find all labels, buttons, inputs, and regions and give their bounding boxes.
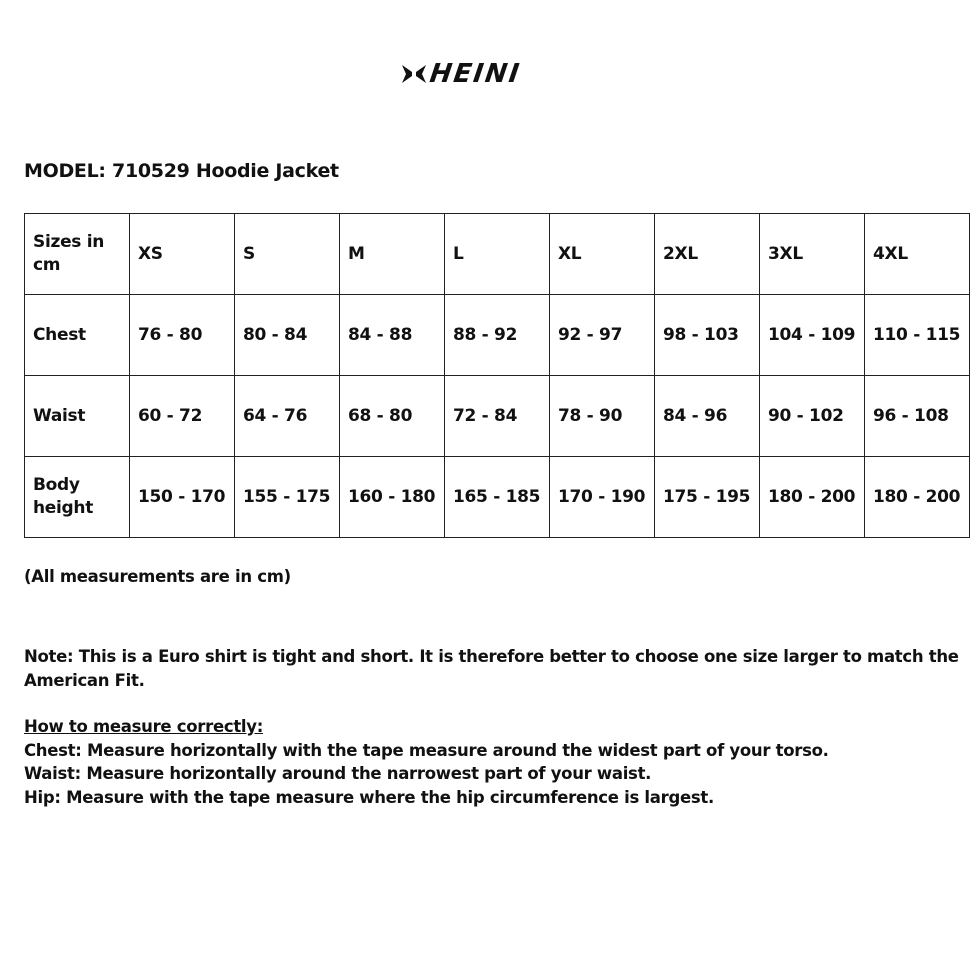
size-chart-table (24, 213, 970, 538)
table-cell: 88 - 92 (445, 295, 550, 376)
table-cell: 98 - 103 (655, 295, 760, 376)
table-row (25, 376, 970, 457)
table-cell: 60 - 72 (130, 376, 235, 457)
table-cell: 160 - 180 (340, 457, 445, 538)
table-header-cell: 2XL (655, 214, 760, 295)
table-header-cell: Sizes in cm (25, 214, 130, 295)
how-to-measure-section (24, 715, 964, 809)
table-cell: 90 - 102 (760, 376, 865, 457)
table-cell: 78 - 90 (550, 376, 655, 457)
table-cell: 170 - 190 (550, 457, 655, 538)
table-cell: 92 - 97 (550, 295, 655, 376)
measure-instruction-chest: Chest: Measure horizontally with the tape measure around the widest part of your torso. (24, 740, 829, 760)
table-cell: Waist (25, 376, 130, 457)
measure-instruction-waist: Waist: Measure horizontally around the narrowest part of your waist. (24, 764, 652, 783)
table-header-cell: 3XL (760, 214, 865, 295)
table-cell: 76 - 80 (130, 295, 235, 376)
table-cell: 84 - 96 (655, 376, 760, 457)
model-title: MODEL: 710529 Hoodie Jacket (24, 160, 339, 182)
brand-name: HEINI (427, 59, 523, 89)
table-cell: 72 - 84 (445, 376, 550, 457)
table-cell: 110 - 115 (865, 295, 970, 376)
table-cell: 68 - 80 (340, 376, 445, 457)
table-cell: 84 - 88 (340, 295, 445, 376)
table-header-cell: S (235, 214, 340, 295)
table-cell: Body height (25, 457, 130, 538)
table-cell: 104 - 109 (760, 295, 865, 376)
table-cell: 64 - 76 (235, 376, 340, 457)
table-cell: 155 - 175 (235, 457, 340, 538)
table-cell: 180 - 200 (865, 457, 970, 538)
table-row (25, 295, 970, 376)
table-cell: 80 - 84 (235, 295, 340, 376)
brand-logo (402, 58, 521, 90)
how-to-measure-title: How to measure correctly: (24, 717, 264, 736)
table-cell: 165 - 185 (445, 457, 550, 538)
table-header-row (25, 214, 970, 295)
table-cell: 175 - 195 (655, 457, 760, 538)
measure-instruction-hip: Hip: Measure with the tape measure where the hip circumference is largest. (24, 787, 714, 807)
table-row (25, 457, 970, 538)
table-cell: 150 - 170 (130, 457, 235, 538)
table-header-cell: XS (130, 214, 235, 295)
table-cell: 96 - 108 (865, 376, 970, 457)
table-cell: 180 - 200 (760, 457, 865, 538)
table-cell: Chest (25, 295, 130, 376)
units-note: (All measurements are in cm) (24, 567, 291, 586)
table-header-cell: M (340, 214, 445, 295)
table-header-cell: XL (550, 214, 655, 295)
euro-fit-note: Note: This is a Euro shirt is tight and short. It is therefore better to choose one size larger to match the American Fit. (24, 647, 959, 690)
table-header-cell: L (445, 214, 550, 295)
heini-bowtie-icon (402, 63, 426, 85)
table-header-cell: 4XL (865, 214, 970, 295)
